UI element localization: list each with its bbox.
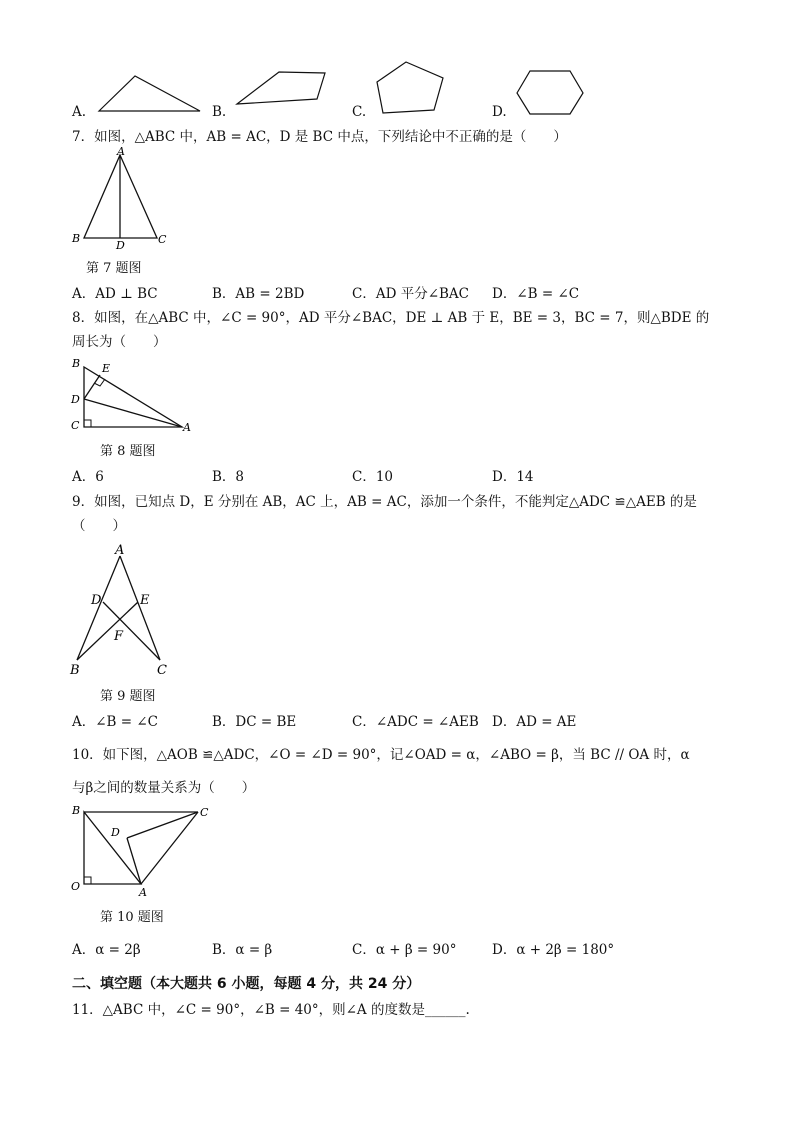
q8-label-c: C: [71, 419, 80, 432]
q8-label-b: B: [72, 357, 81, 370]
q8-option-a[interactable]: A．6: [72, 469, 104, 485]
q8-option-d[interactable]: D．14: [492, 469, 534, 485]
q7-option-c[interactable]: C．AD 平分∠BAC: [352, 286, 470, 302]
q9-option-d[interactable]: D．AD = AE: [492, 714, 577, 730]
q8-stem-line2: 周长为（ ）: [72, 334, 167, 350]
q9-stem-line1: 9．如图，已知点 D，E 分别在 AB，AC 上，AB = AC，添加一个条件，不能判定△ADC ≌△AEB 的是: [72, 494, 697, 510]
q10-label-b: B: [72, 804, 81, 817]
q10-caption: 第 10 题图: [100, 910, 164, 925]
q7-stem: 7．如图，△ABC 中，AB = AC，D 是 BC 中点，下列结论中不正确的是（ ）: [72, 129, 567, 145]
q10-option-b[interactable]: B．α = β: [212, 942, 273, 958]
q10-stem-line1: 10．如下图，△AOB ≌△ADC，∠O = ∠D = 90°，记∠OAD = α，∠ABO = β，当 BC // OA 时，α: [72, 747, 690, 763]
q10-stem-line2: 与β之间的数量关系为（ ）: [72, 780, 256, 796]
q6-triangle-shape: [99, 76, 200, 111]
q9-label-b: B: [70, 663, 80, 678]
q10-option-c[interactable]: C．α + β = 90°: [352, 942, 457, 958]
q9-option-c[interactable]: C．∠ADC = ∠AEB: [352, 714, 479, 730]
q9-option-b[interactable]: B．DC = BE: [212, 714, 297, 730]
q9-option-a[interactable]: A．∠B = ∠C: [72, 714, 159, 730]
q8-label-a: A: [183, 421, 191, 434]
q8-option-c[interactable]: C．10: [352, 469, 394, 485]
q9-label-c: C: [157, 663, 167, 678]
q8-option-b[interactable]: B．8: [212, 469, 245, 485]
q10-option-a[interactable]: A．α = 2β: [72, 942, 141, 958]
q7-option-d[interactable]: D．∠B = ∠C: [492, 286, 580, 302]
q8-label-d: D: [71, 393, 80, 406]
section2-title: 二、填空题（本大题共 6 小题，每题 4 分，共 24 分）: [72, 976, 421, 992]
q8-figure: [65, 352, 200, 437]
q6-hexagon-shape: [517, 71, 583, 114]
q7-label-d: D: [116, 239, 125, 252]
q8-caption: 第 8 题图: [100, 444, 156, 459]
q10-label-c: C: [200, 806, 209, 819]
q6-pentagon-shape: [377, 62, 443, 113]
q6-option-d[interactable]: D.: [492, 104, 507, 120]
q9-label-a: A: [115, 543, 125, 558]
q10-figure: [60, 800, 220, 900]
q10-label-o: O: [71, 880, 81, 893]
q9-label-d: D: [91, 593, 102, 608]
q7-figure: [60, 145, 190, 255]
q7-option-a[interactable]: A．AD ⊥ BC: [72, 286, 158, 302]
q9-figure: [60, 538, 180, 680]
q7-caption: 第 7 题图: [86, 261, 142, 276]
q10-option-d[interactable]: D．α + 2β = 180°: [492, 942, 615, 958]
q7-label-c: C: [158, 233, 167, 246]
q9-label-e: E: [140, 593, 150, 608]
q6-shapes: [0, 0, 794, 130]
q7-label-b: B: [72, 232, 81, 245]
q9-stem-line2: （ ）: [72, 518, 126, 534]
q7-option-b[interactable]: B．AB = 2BD: [212, 286, 305, 302]
q8-stem-line1: 8．如图，在△ABC 中，∠C = 90°，AD 平分∠BAC，DE ⊥ AB 于 E，BE = 3，BC = 7，则△BDE 的: [72, 310, 710, 326]
q11-stem: 11．△ABC 中，∠C = 90°，∠B = 40°，则∠A 的度数是______.: [72, 1002, 470, 1018]
q9-label-f: F: [114, 629, 124, 644]
q6-option-c[interactable]: C.: [352, 104, 367, 120]
q9-caption: 第 9 题图: [100, 689, 156, 704]
q6-option-b[interactable]: B.: [212, 104, 227, 120]
q7-label-a: A: [117, 145, 125, 158]
q6-option-a[interactable]: A.: [72, 104, 87, 120]
q10-label-a: A: [139, 886, 147, 899]
q6-quadrilateral-shape: [237, 72, 325, 104]
q10-label-d: D: [111, 826, 120, 839]
q8-label-e: E: [102, 362, 111, 375]
